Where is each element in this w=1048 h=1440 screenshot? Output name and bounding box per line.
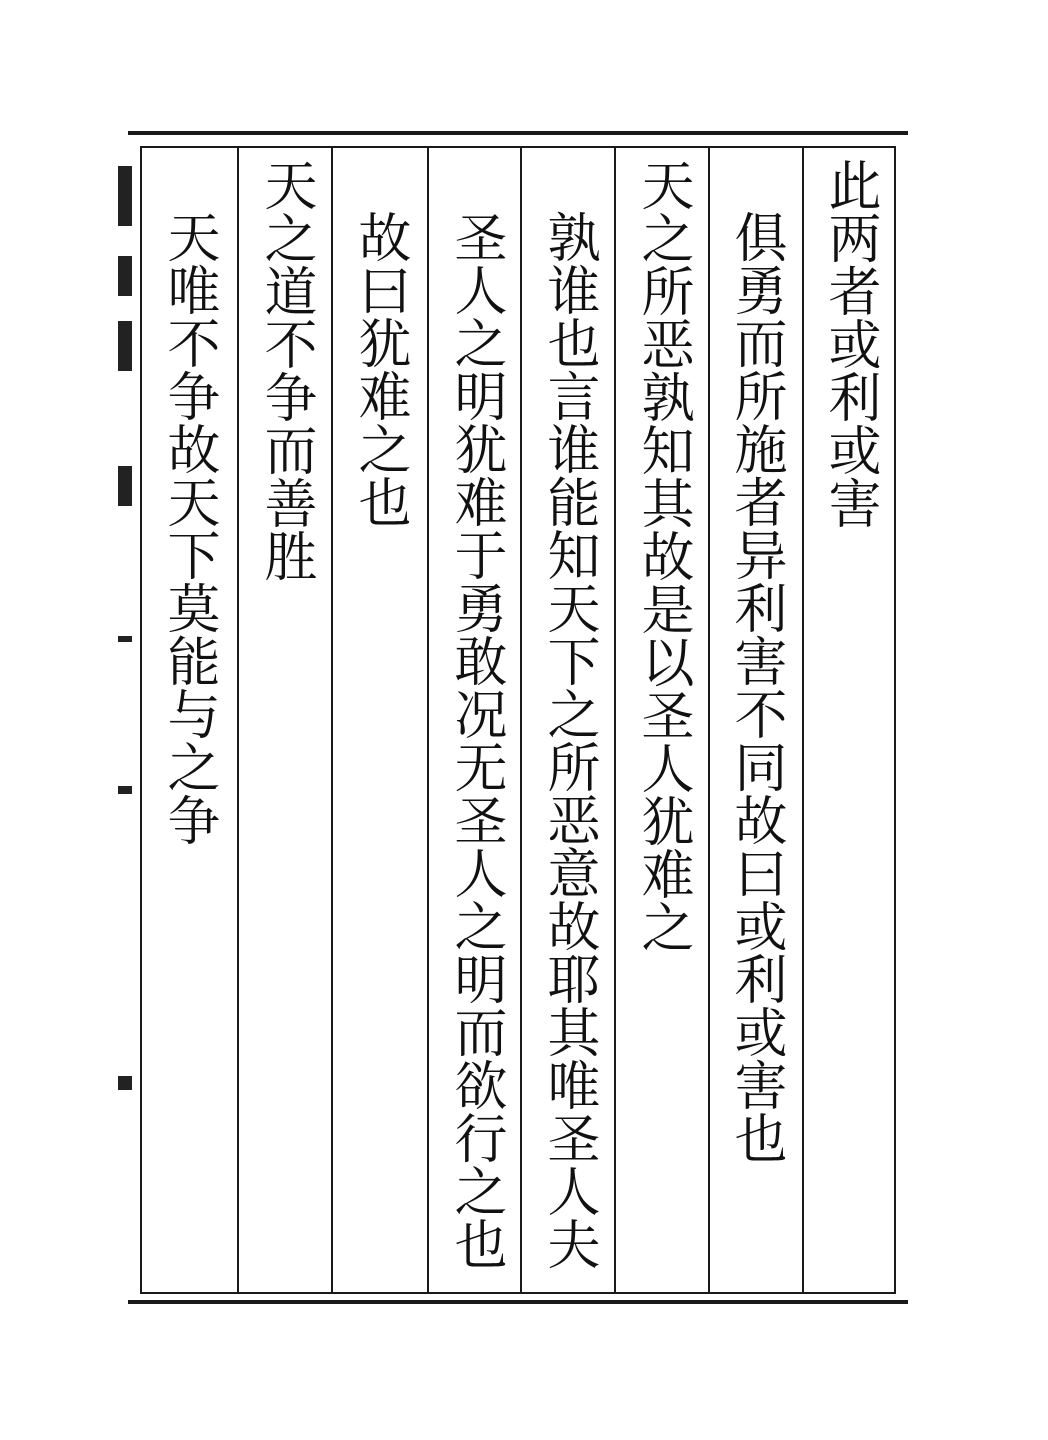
bottom-rule: [128, 1300, 908, 1304]
column-divider: [802, 146, 804, 1294]
text-column-4: 孰谁也言谁能知天下之所恶意故耶其唯圣人夫: [539, 210, 600, 1270]
text-column-8: 天唯不争故天下莫能与之争: [159, 210, 220, 846]
top-rule: [128, 131, 908, 135]
text-column-2: 俱勇而所施者异利害不同故曰或利或害也: [726, 210, 787, 1164]
column-divider: [427, 146, 429, 1294]
text-column-3: 天之所恶孰知其故是以圣人犹难之: [633, 158, 694, 953]
column-divider: [237, 146, 239, 1294]
text-column-1: 此两者或利或害: [820, 158, 881, 529]
text-column-7: 天之道不争而善胜: [256, 158, 317, 582]
column-divider: [331, 146, 333, 1294]
column-divider: [708, 146, 710, 1294]
text-column-5: 圣人之明犹难于勇敢况无圣人之明而欲行之也: [446, 210, 507, 1270]
column-divider: [614, 146, 616, 1294]
left-margin-fold: [116, 146, 136, 1296]
column-divider: [520, 146, 522, 1294]
text-column-6: 故曰犹难之也: [350, 210, 411, 528]
